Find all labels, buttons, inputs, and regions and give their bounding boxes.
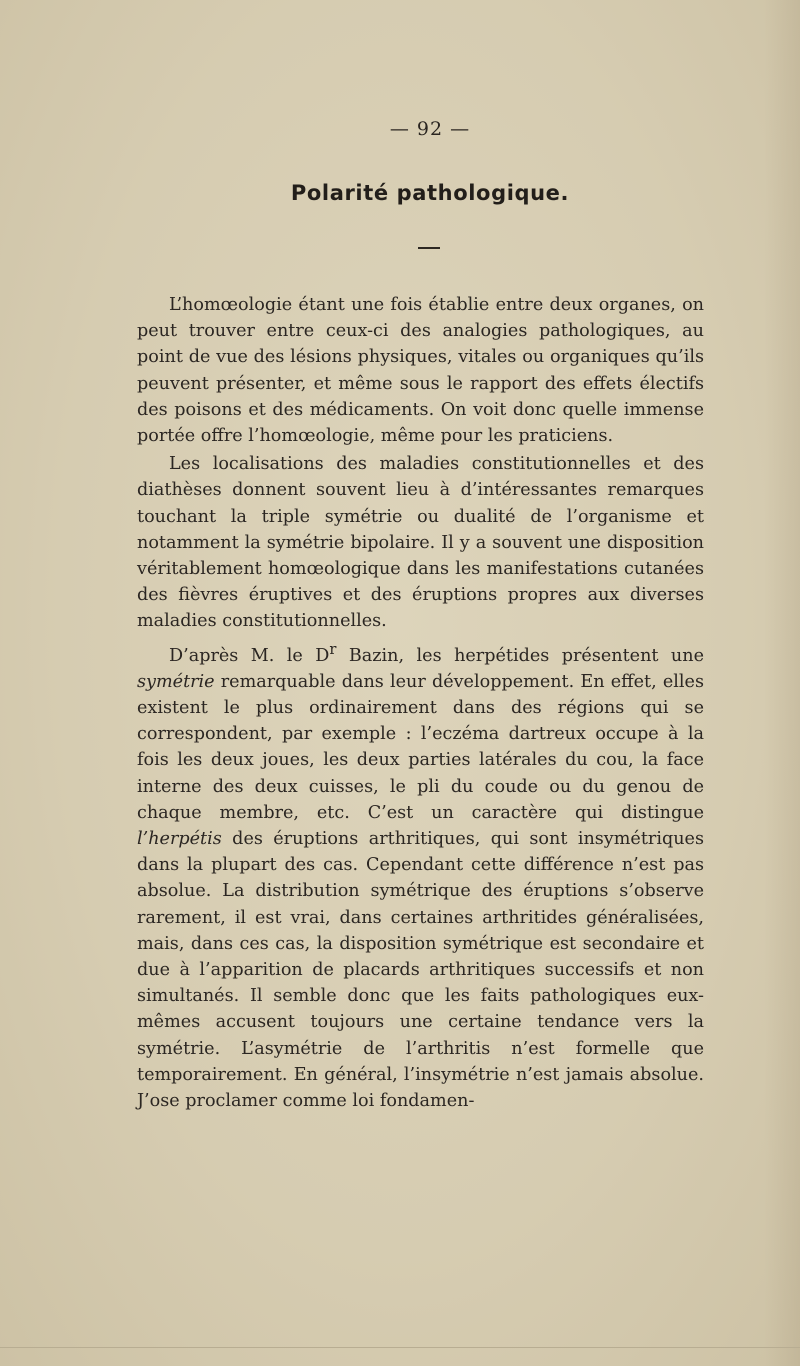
page-title: Polarité pathologique.	[290, 181, 570, 205]
italic-herpetis: l’herpétis	[137, 828, 222, 849]
paragraph-3-part-3: remarquable dans leur développement. En effet, elles existent le plus ordinairement dans des régions qui se correspondent, par exemple : l’eczéma dartreux occupe à la fois les deux joues, les deux parties latérales du cou, la face interne des deux cuisses, le pli du coude ou du genou de chaque membre, etc. C’est un caractère qui distingue	[137, 671, 704, 823]
page-number: — 92 —	[389, 118, 471, 140]
paragraph-3-part-4: des éruptions arthritiques, qui sont insymétriques dans la plupart des cas. Cependant cette différence n’est pas absolue. La distribution symétrique des éruptions s’observe rarement, il est vrai, dans certaines arthritides généralisées, mais, dans ces cas, la disposition symétrique est secondaire et due à l’apparition de placards arthritiques successifs et non simultanés. Il semble donc que les faits pathologiques eux-mêmes accusent toujours une certaine tendance vers la symétrie. L’asymétrie de l’arthritis n’est formelle que temporairement. En général, l’insymétrie n’est jamais absolue. J’ose proclamer comme loi fondamen-	[137, 828, 704, 1111]
paragraph-2: Les localisations des maladies constitutionnelles et des diathèses donnent souvent lieu à d’intéressantes remarques touchant la triple symétrie ou dualité de l’organisme et notamment la symétrie bipolaire. Il y a souvent une disposition véritablement homœologique dans les manifestations cutanées des fièvres éruptives et des éruptions propres aux diverses maladies constitutionnelles.	[137, 454, 704, 632]
paragraph-3-part-2: Bazin, les herpétides présentent une	[336, 645, 704, 666]
paragraph-1: L’homœologie étant une fois établie entre deux organes, on peut trouver entre ceux-ci des analogies pathologiques, au point de vue des lésions physiques, vitales ou organiques qu’ils peuvent présenter, et même sous le rapport des effets électifs des poisons et des médicaments. On voit donc quelle immense portée offre l’homœologie, même pour les praticiens.	[137, 295, 704, 447]
body-text	[137, 292, 704, 1114]
paragraph-3-part-1: D’après M. le D	[169, 645, 330, 666]
doctor-abbrev-superscript: r	[329, 640, 337, 658]
page-bottom-edge	[0, 1347, 800, 1348]
paragraph-3	[137, 637, 704, 1115]
italic-symetrie: symétrie	[137, 671, 215, 692]
title-divider	[418, 247, 440, 249]
